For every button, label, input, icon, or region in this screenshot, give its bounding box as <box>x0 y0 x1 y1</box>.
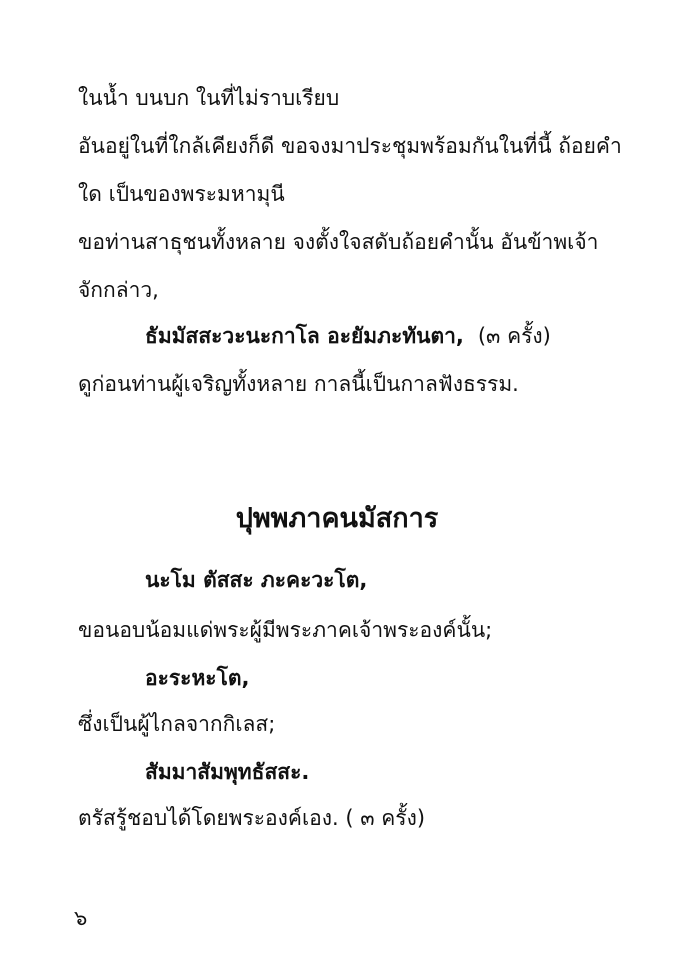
text-line: ใด เป็นของพระมหามุนี <box>78 182 285 206</box>
translation-line: ตรัสรู้ชอบได้โดยพระองค์เอง. ( ๓ ครั้ง) <box>78 806 426 830</box>
verse-line: อะระหะโต, <box>145 666 250 690</box>
text-line: ในน้ำ บนบก ในที่ไม่ราบเรียบ <box>78 86 340 110</box>
verse-line <box>145 326 551 347</box>
text-line: อันอยู่ในที่ใกล้เคียงก็ดี ขอจงมาประชุมพร้อมกันในที่นี้ ถ้อยคำ <box>78 134 622 158</box>
section-title: ปุพพภาคนมัสการ <box>235 503 439 534</box>
verse-line: สัมมาสัมพุทธัสสะ. <box>145 760 310 784</box>
text-line: ขอท่านสาธุชนทั้งหลาย จงตั้งใจสดับถ้อยคำนั้น อันข้าพเจ้า <box>78 230 599 254</box>
verse-line: นะโม ตัสสะ ภะคะวะโต, <box>145 568 368 592</box>
translation-line: ขอนอบน้อมแด่พระผู้มีพระภาคเจ้าพระองค์นั้น; <box>78 618 493 642</box>
page-number: ๖ <box>74 906 88 930</box>
repeat-count: (๓ ครั้ง) <box>477 324 551 348</box>
text-line: จักกล่าว, <box>78 278 159 302</box>
verse-text: ธัมมัสสะวะนะกาโล อะยัมภะทันตา, <box>145 324 464 348</box>
closing-line: ดูก่อนท่านผู้เจริญทั้งหลาย กาลนี้เป็นกาลฟังธรรม. <box>78 372 519 396</box>
translation-line: ซึ่งเป็นผู้ไกลจากกิเลส; <box>78 712 276 736</box>
